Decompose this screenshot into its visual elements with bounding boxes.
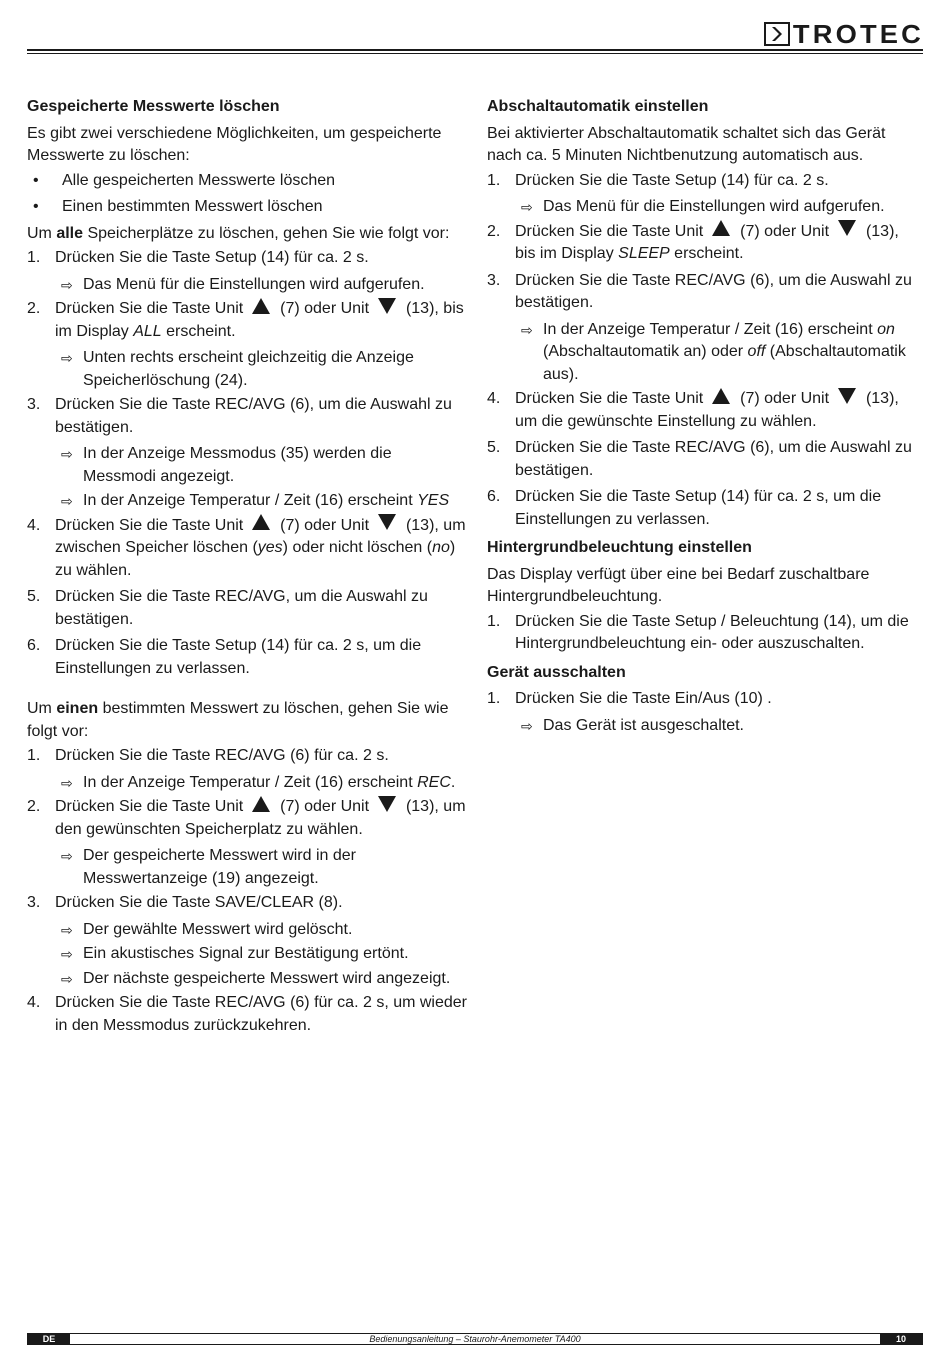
unit-up-icon <box>712 220 730 236</box>
section-heading-delete: Gespeicherte Messwerte löschen <box>27 98 280 115</box>
brand-logo <box>764 19 925 49</box>
section-heading-auto-off: Abschaltautomatik einstellen <box>487 98 709 115</box>
result: ⇨ Der gespeicherte Messwert wird in der Messwertanzeige (19) angezeigt. <box>27 845 467 890</box>
result: ⇨ Das Gerät ist ausgeschaltet. <box>487 715 912 738</box>
header-rule <box>27 49 923 51</box>
backlight-intro: Das Display verfügt über eine bei Bedarf zuschaltbare Hintergrundbeleuchtung. <box>487 565 870 605</box>
unit-up-icon <box>712 388 730 404</box>
one-intro: Um einen bestimmten Messwert zu löschen, gehen Sie wie folgt vor: <box>27 700 449 740</box>
arrow-right-icon: ⇨ <box>61 946 73 962</box>
unit-down-icon <box>838 388 856 404</box>
bullet-icon: • <box>33 198 39 215</box>
result: ⇨ Unten rechts erscheint gleichzeitig die Anzeige Speicherlöschung (24). <box>27 347 467 392</box>
bullet-icon: • <box>33 171 39 189</box>
result: ⇨ Der nächste gespeicherte Messwert wird angezeigt. <box>27 968 467 991</box>
section-heading-backlight: Hintergrundbeleuchtung einstellen <box>487 539 752 556</box>
arrow-right-icon: ⇨ <box>521 321 533 338</box>
result: ⇨ Ein akustisches Signal zur Bestätigung ertönt. <box>27 943 467 966</box>
page-footer <box>27 1333 923 1345</box>
result: ⇨ In der Anzeige Temperatur / Zeit (16) erscheint on (Abschaltautomatik an) oder off (Abschaltautomatik aus). <box>487 319 912 387</box>
result: ⇨ In der Anzeige Temperatur / Zeit (16) erscheint YES <box>27 490 467 513</box>
step: 5. Drücken Sie die Taste REC/AVG, um die Auswahl zu bestätigen. <box>27 588 428 628</box>
header-rule-thin <box>27 53 923 54</box>
arrow-right-icon: ⇨ <box>61 848 73 864</box>
step: 4. Drücken Sie die Taste REC/AVG (6) für ca. 2 s, um wieder in den Messmodus zurückzukehren. <box>27 994 468 1034</box>
all-intro: Um alle Speicherplätze zu löschen, gehen Sie wie folgt vor: <box>27 224 450 242</box>
intro-text: Es gibt zwei verschiedene Möglichkeiten, um gespeicherte Messwerte zu löschen: <box>27 124 442 164</box>
result: ⇨ In der Anzeige Temperatur / Zeit (16) erscheint REC. <box>27 772 467 795</box>
step: 2. Drücken Sie die Taste Unit (7) oder Unit (13), bis im Display SLEEP erscheint. <box>487 221 912 266</box>
arrow-right-icon: ⇨ <box>61 921 73 938</box>
result: ⇨ Das Menü für die Einstellungen wird aufgerufen. <box>487 196 912 219</box>
step: 2. Drücken Sie die Taste Unit (7) oder Unit (13), bis im Display ALL erscheint. <box>27 298 467 343</box>
step: 1. Drücken Sie die Taste Ein/Aus (10) . <box>487 690 772 707</box>
unit-up-icon <box>252 298 270 314</box>
arrow-right-icon: ⇨ <box>61 493 73 509</box>
step: 3. Drücken Sie die Taste REC/AVG (6), um die Auswahl zu bestätigen. <box>27 396 452 436</box>
left-column <box>27 96 467 1041</box>
step: 1. Drücken Sie die Taste Setup (14) für ca. 2 s. <box>487 171 829 189</box>
language-badge: DE <box>28 1334 70 1344</box>
footer-title: Bedienungsanleitung – Staurohr-Anemometer TA400 <box>369 1334 581 1344</box>
result: ⇨ Der gewählte Messwert wird gelöscht. <box>27 919 467 942</box>
unit-down-icon <box>378 514 396 530</box>
logo-chevron-icon <box>764 22 790 46</box>
step: 4. Drücken Sie die Taste Unit (7) oder Unit (13), um zwischen Speicher löschen (yes) oder nicht löschen (no) zu wählen. <box>27 515 467 583</box>
unit-down-icon <box>838 220 856 236</box>
result: ⇨ In der Anzeige Messmodus (35) werden die Messmodi angezeigt. <box>27 443 467 488</box>
step: 4. Drücken Sie die Taste Unit (7) oder Unit (13), um die gewünschte Einstellung zu wählen. <box>487 388 912 433</box>
arrow-right-icon: ⇨ <box>61 276 73 293</box>
brand-name: TROTEC <box>792 19 925 49</box>
arrow-right-icon: ⇨ <box>61 774 73 791</box>
step: 1. Drücken Sie die Taste REC/AVG (6) für ca. 2 s. <box>27 747 389 764</box>
arrow-right-icon: ⇨ <box>61 446 73 462</box>
list-item: • Alle gespeicherten Messwerte löschen <box>27 170 467 193</box>
result: ⇨ Das Menü für die Einstellungen wird aufgerufen. <box>27 274 467 297</box>
right-column <box>487 96 912 737</box>
step: 5. Drücken Sie die Taste REC/AVG (6), um die Auswahl zu bestätigen. <box>487 439 912 479</box>
step: 3. Drücken Sie die Taste REC/AVG (6), um die Auswahl zu bestätigen. <box>487 271 912 311</box>
section-heading-power-off: Gerät ausschalten <box>487 663 626 681</box>
arrow-right-icon: ⇨ <box>521 717 533 734</box>
arrow-right-icon: ⇨ <box>61 970 73 987</box>
step: 1. Drücken Sie die Taste Setup / Beleuchtung (14), um die Hintergrundbeleuchtung ein- oder auszuschalten. <box>487 612 909 652</box>
arrow-right-icon: ⇨ <box>61 350 73 366</box>
auto-off-intro: Bei aktivierter Abschaltautomatik schaltet sich das Gerät nach ca. 5 Minuten Nichtbenutzung automatisch aus. <box>487 124 886 164</box>
list-item: • Einen bestimmten Messwert löschen <box>27 196 467 219</box>
step: 6. Drücken Sie die Taste Setup (14) für ca. 2 s, um die Einstellungen zu verlassen. <box>487 488 882 528</box>
arrow-right-icon: ⇨ <box>521 199 533 215</box>
step: 1. Drücken Sie die Taste Setup (14) für ca. 2 s. <box>27 249 369 266</box>
step: 6. Drücken Sie die Taste Setup (14) für ca. 2 s, um die Einstellungen zu verlassen. <box>27 637 422 677</box>
step: 2. Drücken Sie die Taste Unit (7) oder Unit (13), um den gewünschten Speicherplatz zu wählen. <box>27 796 467 841</box>
unit-down-icon <box>378 298 396 314</box>
unit-down-icon <box>378 796 396 812</box>
page-number: 10 <box>880 1334 922 1344</box>
step: 3. Drücken Sie die Taste SAVE/CLEAR (8). <box>27 894 343 911</box>
unit-up-icon <box>252 796 270 812</box>
unit-up-icon <box>252 514 270 530</box>
